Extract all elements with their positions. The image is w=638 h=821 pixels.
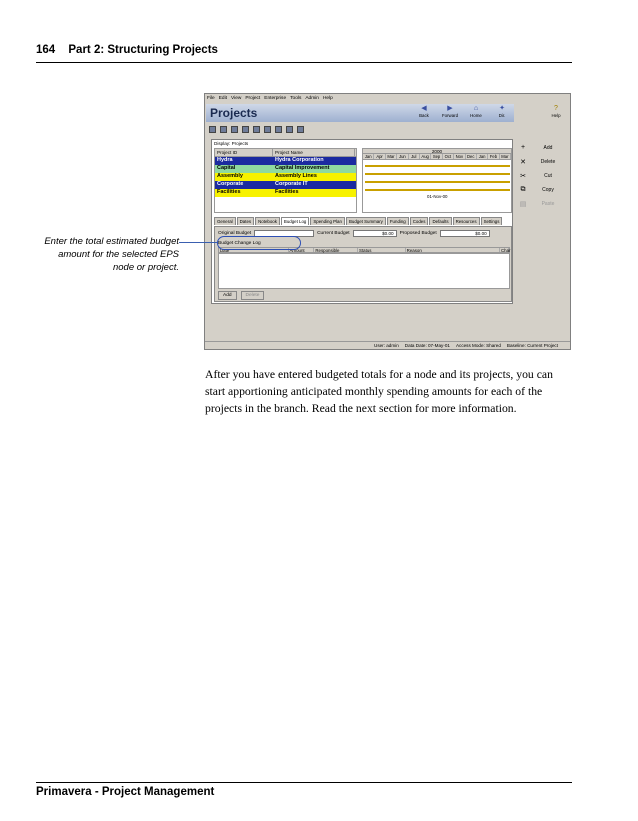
month-label: Nov xyxy=(454,154,465,159)
open-icon[interactable] xyxy=(220,126,227,133)
log-col-amount[interactable]: Amount xyxy=(289,248,315,252)
paste-button[interactable] xyxy=(518,197,568,210)
menu-item-project[interactable]: Project xyxy=(245,96,261,101)
project-name-cell: Hydra Corporation xyxy=(275,157,324,163)
menu-item-file[interactable]: File xyxy=(207,96,215,101)
log-delete-button[interactable]: Delete xyxy=(241,291,265,300)
callout-highlight xyxy=(217,236,301,250)
toolbar xyxy=(209,126,304,136)
page-number: 164 xyxy=(36,44,56,56)
month-label: Aug xyxy=(420,154,431,159)
copy-label: Copy xyxy=(542,186,554,193)
menu-bar xyxy=(207,96,333,103)
menu-item-help[interactable]: Help xyxy=(322,96,333,101)
current-budget-label: Current Budget xyxy=(317,231,350,236)
tab-spending-plan[interactable]: Spending Plan xyxy=(310,217,345,225)
home-button[interactable]: ⌂ Home xyxy=(466,105,486,118)
col-project-name[interactable]: Project Name xyxy=(273,149,355,156)
project-id-cell: Hydra xyxy=(217,157,233,163)
menu-item-view[interactable]: View xyxy=(231,96,242,101)
original-budget-label: Original Budget xyxy=(218,231,252,236)
month-label: Oct xyxy=(443,154,454,159)
status-baseline: Baseline: Current Project xyxy=(506,343,558,348)
back-arrow-icon: ◀ xyxy=(421,105,427,112)
proposed-budget-field: $0.00 xyxy=(440,230,490,237)
paste-label: Paste xyxy=(541,200,555,207)
log-col-char[interactable]: Char xyxy=(500,248,511,253)
log-col-reason[interactable]: Reason xyxy=(406,248,500,252)
proposed-budget-label: Proposed Budget xyxy=(399,231,437,236)
status-access: Access Mode: Shared xyxy=(455,343,501,348)
header-rule xyxy=(36,62,572,63)
table-row[interactable] xyxy=(215,189,356,197)
table-row[interactable] xyxy=(215,173,356,181)
month-label: Feb xyxy=(488,154,499,159)
log-buttons xyxy=(218,291,264,300)
milestone-label: 01-Nov-00 xyxy=(427,194,448,199)
project-name-cell: Facilities xyxy=(275,189,299,195)
home-icon: ⌂ xyxy=(473,105,479,112)
help-icon: ? xyxy=(554,105,558,112)
month-label: Apr xyxy=(374,154,385,159)
month-label: Jan xyxy=(477,154,488,159)
zoom-in-icon[interactable] xyxy=(286,126,293,133)
tab-dates[interactable]: Dates xyxy=(237,217,254,225)
add-label: Add xyxy=(543,144,553,151)
help-button[interactable]: ? Help xyxy=(546,105,566,118)
section-title: Part 2: Structuring Projects xyxy=(68,44,218,56)
projects-title-bar xyxy=(206,104,514,122)
page-footer: Primavera - Project Management xyxy=(36,786,215,798)
gantt-year: 2000 xyxy=(363,149,511,154)
project-table xyxy=(214,148,357,213)
project-id-cell: Capital xyxy=(217,165,236,171)
body-paragraph: After you have entered budgeted totals for a node and its projects, you can start apportioning anticipated monthly spending amounts for each of the projects in the branch. Read the next section for more information. xyxy=(205,368,553,415)
menu-item-enterprise[interactable]: Enterprise xyxy=(264,96,287,101)
tab-funding[interactable]: Funding xyxy=(387,217,409,225)
gantt-chart xyxy=(362,148,512,213)
current-budget-field: $0.00 xyxy=(353,230,397,237)
log-add-button[interactable]: Add xyxy=(218,291,237,300)
menu-item-tools[interactable]: Tools xyxy=(290,96,302,101)
zoom-out-icon[interactable] xyxy=(297,126,304,133)
project-name-cell: Capital Improvement xyxy=(275,165,330,171)
month-label: Jan xyxy=(363,154,374,159)
status-user: User: admin xyxy=(374,343,399,348)
gantt-bar[interactable] xyxy=(365,173,510,175)
table-row[interactable] xyxy=(215,181,356,189)
display-label: Display: Projects xyxy=(214,141,249,146)
budget-change-log-title: Budget Change Log xyxy=(218,241,261,246)
project-name-cell: Corporate IT xyxy=(275,181,308,187)
tab-defaults[interactable]: Defaults xyxy=(429,217,451,225)
month-label: Mar xyxy=(386,154,397,159)
bars-icon[interactable] xyxy=(264,126,271,133)
filter-icon[interactable] xyxy=(275,126,282,133)
layout-icon[interactable] xyxy=(209,126,216,133)
tab-notebook[interactable]: Notebook xyxy=(255,217,280,225)
log-col-status[interactable]: Status xyxy=(358,248,406,252)
log-col-date[interactable]: Date xyxy=(219,248,289,252)
tab-codes[interactable]: Codes xyxy=(410,217,429,225)
delete-button[interactable] xyxy=(518,155,568,168)
add-icon: + xyxy=(520,144,526,151)
primavera-window xyxy=(204,93,571,350)
window-title: Projects xyxy=(210,106,258,120)
menu-item-admin[interactable]: Admin xyxy=(305,96,319,101)
month-label: Jul xyxy=(409,154,420,159)
gantt-bar[interactable] xyxy=(365,189,510,191)
copy-button[interactable] xyxy=(518,183,568,196)
project-id-cell: Corporate xyxy=(217,181,244,187)
callout-text: Enter the total estimated budget amount for the selected EPS node or project. xyxy=(44,236,179,273)
delete-icon: ✕ xyxy=(520,158,526,166)
tab-general[interactable]: General xyxy=(214,217,236,225)
tab-budget-log[interactable]: Budget Log xyxy=(281,217,309,225)
back-button[interactable]: ◀ Back xyxy=(414,105,434,118)
month-label: Sep xyxy=(431,154,442,159)
add-button[interactable] xyxy=(518,141,568,154)
columns-icon[interactable] xyxy=(253,126,260,133)
forward-button[interactable]: ▶ Forward xyxy=(441,105,459,118)
gantt-bar[interactable] xyxy=(365,165,510,167)
cut-label: Cut xyxy=(544,172,552,179)
log-col-responsible[interactable]: Responsible xyxy=(314,248,358,252)
gantt-months xyxy=(363,154,511,160)
side-buttons xyxy=(518,141,568,211)
project-id-cell: Assembly xyxy=(217,173,243,179)
menu-item-edit[interactable]: Edit xyxy=(218,96,228,101)
paste-icon: ▤ xyxy=(519,200,527,208)
col-project-id[interactable]: Project ID xyxy=(215,149,273,156)
tab-resources[interactable]: Resources xyxy=(453,217,480,225)
month-label: Dec xyxy=(466,154,477,159)
group-icon[interactable] xyxy=(242,126,249,133)
print-icon[interactable] xyxy=(231,126,238,133)
budget-log-body[interactable] xyxy=(218,253,510,289)
forward-arrow-icon: ▶ xyxy=(447,105,453,112)
nav-buttons xyxy=(414,105,512,118)
table-row[interactable] xyxy=(215,157,356,165)
copy-icon: ⧉ xyxy=(520,185,526,193)
tab-budget-summary[interactable]: Budget Summary xyxy=(346,217,386,225)
page-header xyxy=(36,44,218,56)
table-row[interactable] xyxy=(215,165,356,173)
detail-tabs xyxy=(214,217,503,225)
delete-label: Delete xyxy=(540,158,556,165)
table-header xyxy=(215,149,356,157)
month-label: Mar xyxy=(500,154,511,159)
month-label: Jun xyxy=(397,154,408,159)
status-data-date: Data Date: 07-May-01 xyxy=(404,343,450,348)
cut-icon: ✂ xyxy=(520,172,526,180)
dir-button[interactable]: ✦ Dir. xyxy=(492,105,512,118)
project-id-cell: Facilities xyxy=(217,189,241,195)
project-name-cell: Assembly Lines xyxy=(275,173,317,179)
footer-rule xyxy=(36,782,572,783)
callout-line xyxy=(179,242,217,243)
projects-panel xyxy=(211,139,513,304)
status-bar xyxy=(205,341,570,349)
tab-settings[interactable]: Settings xyxy=(481,217,503,225)
directory-icon: ✦ xyxy=(499,105,505,112)
gantt-bar[interactable] xyxy=(365,181,510,183)
cut-button[interactable] xyxy=(518,169,568,182)
